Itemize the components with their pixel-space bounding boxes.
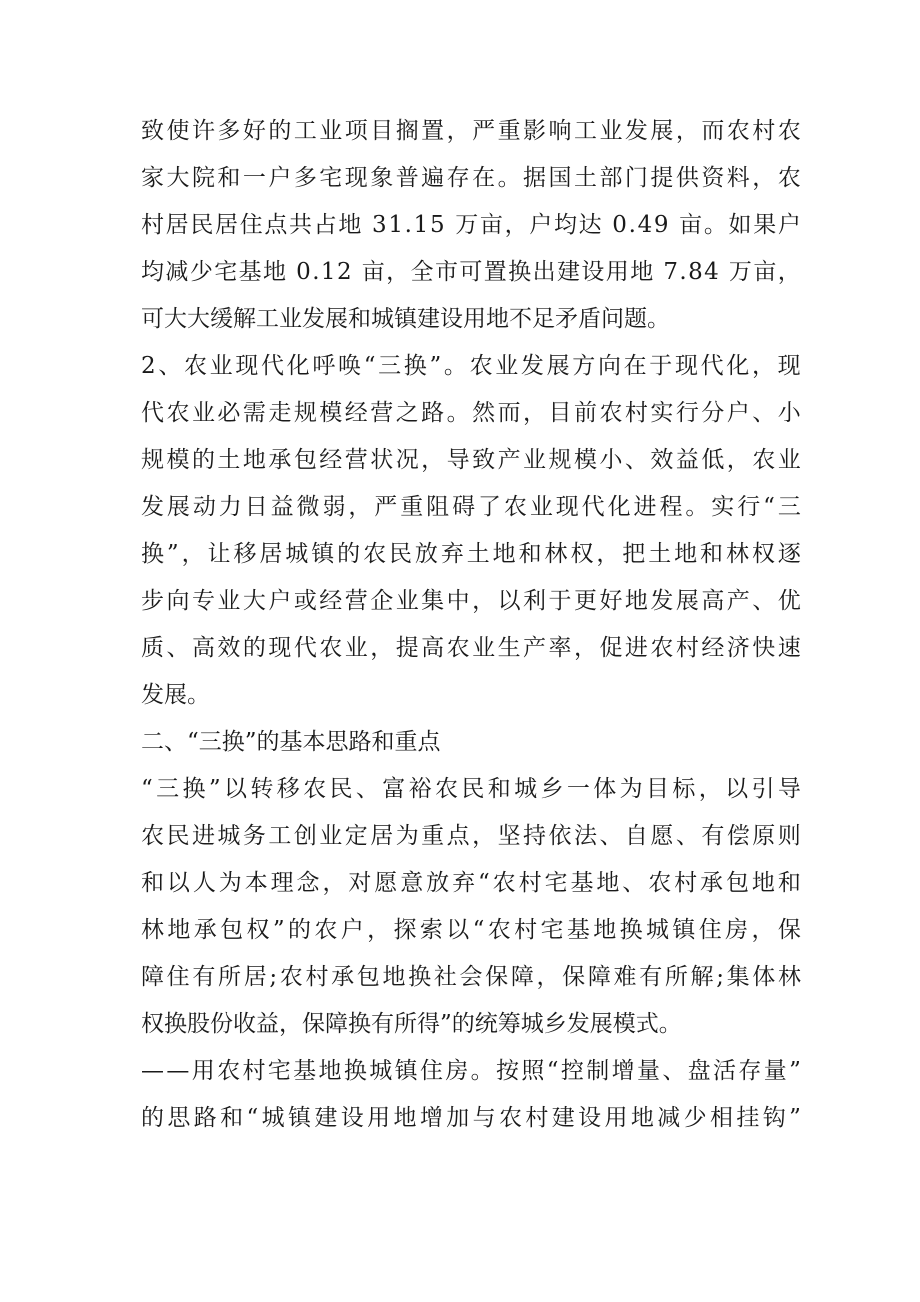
document-body — [141, 108, 801, 1142]
text-line: 可大大缓解工业发展和城镇建设用地不足矛盾问题。 — [141, 306, 670, 332]
text-line: — — 用 农 村 宅 基 地 换 城 镇 住 房 。 按 照 “ 控 制 增 量 、 盘 活 存 量 ” — [141, 1058, 801, 1084]
text-line: 发 展 动 力 日 益 微 弱 ， 严 重 阻 碍 了 农 业 现 代 化 进 程 。 实 行 “ 三 — [141, 494, 801, 520]
text-line: 家 大 院 和 一 户 多 宅 现 象 普 遍 存 在 。 据 国 土 部 门 提 供 资 料 ， 农 — [141, 165, 801, 191]
text-line: 权换股份收益，保障换有所得”的统筹城乡发展模式。 — [141, 1011, 682, 1037]
text-line: 的 思 路 和 “ 城 镇 建 设 用 地 增 加 与 农 村 建 设 用 地 减 少 相 挂 钩 ” — [141, 1105, 801, 1131]
text-line: 林 地 承 包 权 ” 的 农 户 ， 探 索 以 “ 农 村 宅 基 地 换 城 镇 住 房 ， 保 — [141, 917, 801, 943]
text-line: 规 模 的 土 地 承 包 经 营 状 况 ， 导 致 产 业 规 模 小 、 效 益 低 ， 农 业 — [141, 447, 801, 473]
text-line: 代 农 业 必 需 走 规 模 经 营 之 路 。 然 而 ， 目 前 农 村 实 行 分 户 、 小 — [141, 400, 801, 426]
text-line: 农 民 进 城 务 工 创 业 定 居 为 重 点 ， 坚 持 依 法 、 自 愿 、 有 偿 原 则 — [141, 823, 801, 849]
text-line: 步 向 专 业 大 户 或 经 营 企 业 集 中 ， 以 利 于 更 好 地 发 展 高 产 、 优 — [141, 588, 801, 614]
text-line: 障 住 有 所 居 ; 农 村 承 包 地 换 社 会 保 障 ， 保 障 难 有 所 解 ; 集 体 林 — [141, 964, 801, 990]
text-line: “ 三 换 ” 以 转 移 农 民 、 富 裕 农 民 和 城 乡 一 体 为 目 标 ， 以 引 导 — [141, 776, 801, 802]
text-line: 村 居 民 居 住 点 共 占 地 3 1 . 1 5 万 亩 ， 户 均 达 0 . 4 9 亩 。 如 果 户 — [141, 212, 801, 238]
text-line: 二、“三换”的基本思路和重点 — [141, 729, 441, 755]
text-line: 均 减 少 宅 基 地 0 . 1 2 亩 ， 全 市 可 置 换 出 建 设 用 地 7 . 8 4 万 亩 ， — [141, 259, 801, 285]
text-line: 换 ” ， 让 移 居 城 镇 的 农 民 放 弃 土 地 和 林 权 ， 把 土 地 和 林 权 逐 — [141, 541, 801, 567]
text-line: 2 、 农 业 现 代 化 呼 唤 “ 三 换 ” 。 农 业 发 展 方 向 在 于 现 代 化 ， 现 — [141, 353, 801, 379]
text-line: 质 、 高 效 的 现 代 农 业 ， 提 高 农 业 生 产 率 ， 促 进 农 村 经 济 快 速 — [141, 635, 801, 661]
text-line: 和 以 人 为 本 理 念 ， 对 愿 意 放 弃 “ 农 村 宅 基 地 、 农 村 承 包 地 和 — [141, 870, 801, 896]
text-line: 致 使 许 多 好 的 工 业 项 目 搁 置 ， 严 重 影 响 工 业 发 展 ， 而 农 村 农 — [141, 118, 801, 144]
text-line: 发展。 — [141, 682, 210, 708]
